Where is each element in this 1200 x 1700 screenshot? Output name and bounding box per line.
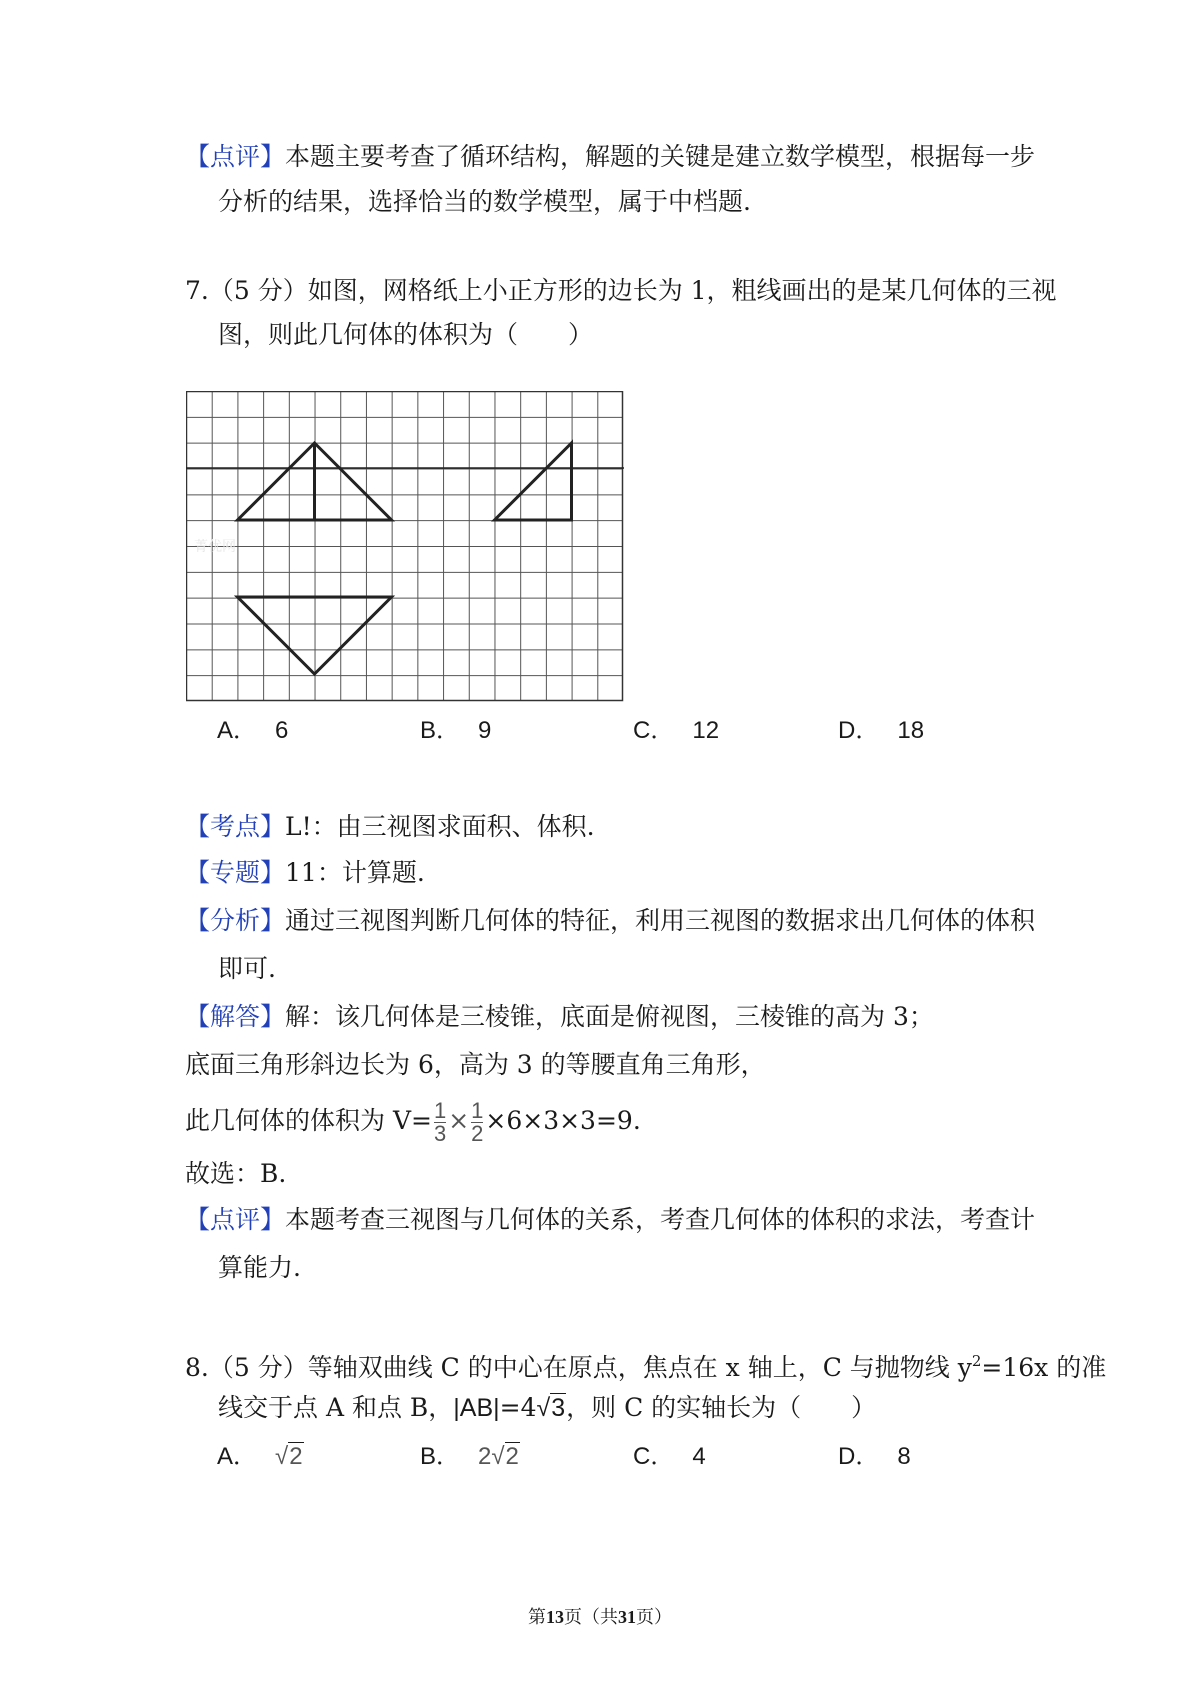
q7-stem-line2: 图，则此几何体的体积为（ ） bbox=[218, 320, 594, 349]
q8-option-d[interactable]: D． 8 bbox=[838, 1443, 911, 1470]
page-footer: 第13页（共31页） bbox=[528, 1607, 672, 1628]
q7-review-line2: 算能力. bbox=[218, 1253, 301, 1282]
review-note-line2: 分析的结果，选择恰当的数学模型，属于中档题. bbox=[218, 187, 751, 216]
q7-jieda-line2: 底面三角形斜边长为 6，高为 3 的等腰直角三角形， bbox=[185, 1050, 766, 1079]
q7-jieda-line1: 【解答】解：该几何体是三棱锥，底面是俯视图，三棱锥的高为 3； bbox=[185, 1002, 934, 1031]
q7-volume-formula: 此几何体的体积为 V= $\frac{1}{3}$ × $\frac{1}{2}$ ×6×3×3=9. bbox=[185, 1098, 641, 1146]
review-tag: 【点评】 bbox=[185, 142, 286, 171]
q7-fenxi-line2: 即可. bbox=[218, 954, 276, 983]
top-view-triangle bbox=[238, 597, 392, 674]
q8-stem-line1: 8.（5 分）等轴双曲线 C 的中心在原点，焦点在 x 轴上，C 与抛物线 $y^2=16x$ 的准 bbox=[185, 1352, 1107, 1382]
q7-review-line1: 【点评】本题考查三视图与几何体的关系，考查几何体的体积的求法，考查计 bbox=[185, 1205, 1036, 1234]
q7-zhuanti: 【专题】11：计算题. bbox=[185, 858, 425, 887]
q8-stem-line2: 线交于点 A 和点 B，|AB|=4√3，则 C 的实轴长为（ ） bbox=[218, 1393, 877, 1422]
q7-fenxi-line1: 【分析】通过三视图判断几何体的特征，利用三视图的数据求出几何体的体积 bbox=[185, 906, 1036, 935]
q7-stem-line1: 7.（5 分）如图，网格纸上小正方形的边长为 1，粗线画出的是某几何体的三视 bbox=[185, 276, 1057, 305]
two-sqrt-two: 2√2 bbox=[478, 1443, 519, 1470]
sqrt-two: √2 bbox=[275, 1443, 303, 1470]
q8-option-c[interactable]: C． 4 bbox=[633, 1443, 706, 1470]
page-number: 13 bbox=[546, 1607, 564, 1627]
q7-option-a[interactable]: A． 6 bbox=[217, 717, 289, 744]
review-note-line1 bbox=[185, 142, 1035, 172]
q8-option-a[interactable]: A． √2 bbox=[217, 1443, 303, 1470]
page-total: 31 bbox=[618, 1607, 636, 1627]
q8-option-b[interactable]: B． 2√2 bbox=[420, 1443, 519, 1470]
fraction-one-third: $\frac{1}{3}$ bbox=[433, 1098, 447, 1146]
watermark-text: 菁优网 bbox=[194, 539, 236, 555]
review-text: 本题主要考查了循环结构，解题的关键是建立数学模型，根据每一步 bbox=[285, 142, 1036, 171]
q7-option-b[interactable]: B． 9 bbox=[420, 717, 492, 744]
q7-answer-choice: 故选：B. bbox=[185, 1159, 287, 1188]
side-view-triangle bbox=[495, 443, 572, 520]
q7-option-c[interactable]: C． 12 bbox=[633, 717, 720, 744]
q7-option-d[interactable]: D． 18 bbox=[838, 717, 925, 744]
three-view-grid-figure bbox=[186, 391, 624, 702]
fraction-one-half: $\frac{1}{2}$ bbox=[471, 1098, 484, 1146]
q7-kaodian: 【考点】L!：由三视图求面积、体积. bbox=[185, 812, 595, 841]
grid-lines bbox=[186, 391, 623, 701]
